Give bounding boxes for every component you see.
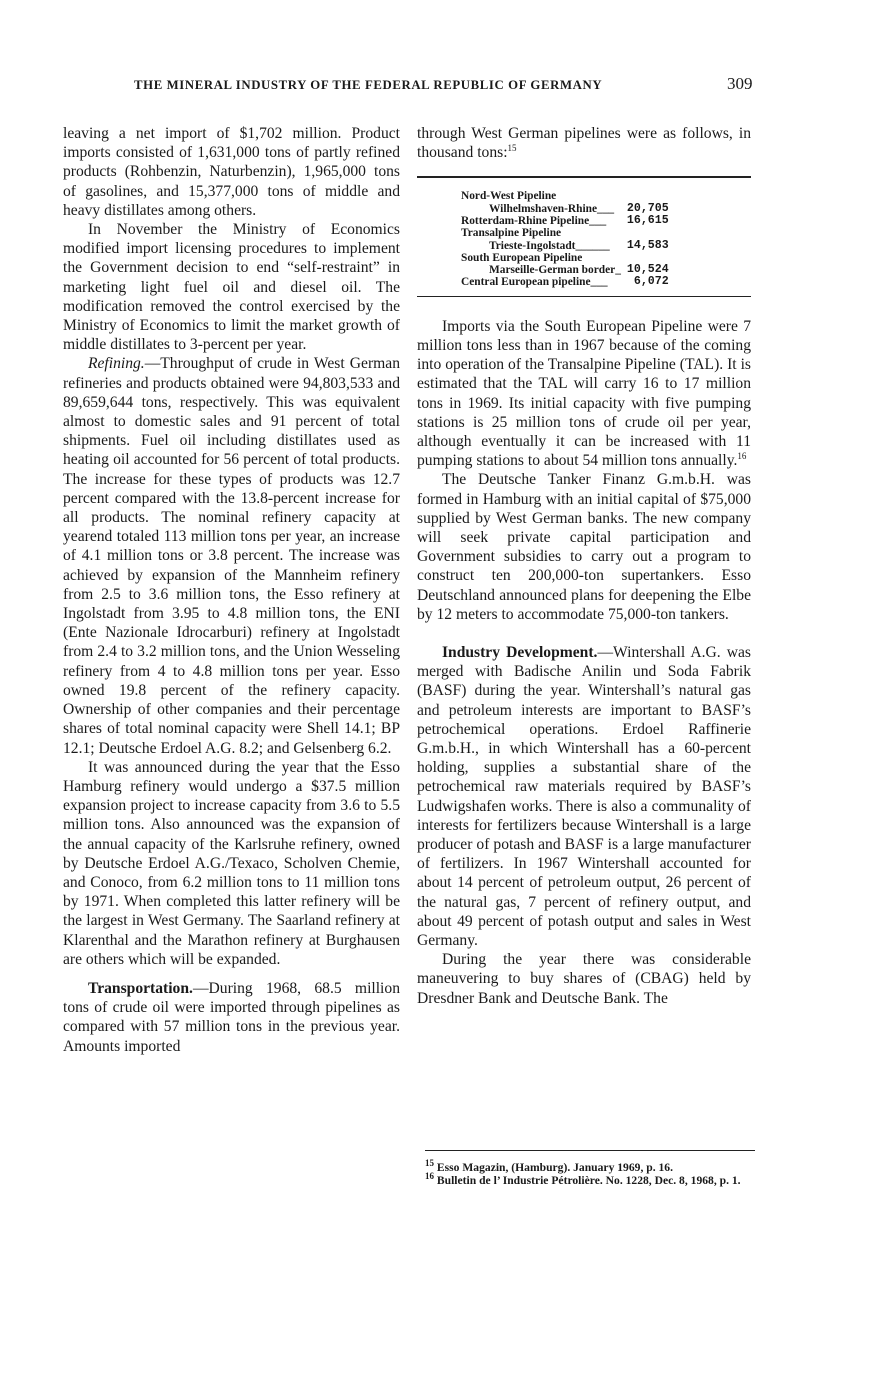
footnote-mark: 15: [425, 1158, 434, 1169]
running-title: THE MINERAL INDUSTRY OF THE FEDERAL REPUBLIC OF GERMANY: [134, 78, 603, 92]
table-row: [461, 227, 669, 239]
paragraph: It was announced during the year that the Esso Hamburg refinery would undergo a $37.5 million expansion project to increase capacity from 3.6 to 5.5 million tons. Also announced was the expansion of the annual capacity of the Karlsruhe refinery, owned by Deutsche Erdoel A.G./Texaco, Scholven Chemie, and Conoco, from 6.2 million tons to 11 million tons by 1971. When completed this latter refinery will be the largest in West Germany. The Saarland refinery at Klarenthal and the Marathon refinery at Burghausen are others which will be expanded.: [63, 758, 400, 968]
paragraph: The Deutsche Tanker Finanz G.m.b.H. was formed in Hamburg with an initial capital of $75,000 supplied by West German banks. The new company will seek private capital participation and Government subsidies to carry out a program to construct ten 200,000-ton supertankers. Esso Deutschland announced plans for deepening the Elbe by 12 meters to accommodate 75,000-ton tankers.: [417, 471, 751, 623]
section-heading: Industry Development.: [441, 644, 598, 662]
footnotes: [425, 1150, 755, 1187]
section-heading: Transportation.: [87, 979, 193, 997]
paragraph-text: through West German pipelines were as follows, in thousand tons:: [417, 125, 751, 162]
paragraph-text: —During 1968, 68.5 million tons of crude oil were imported through pipelines as compared with 57 million tons in the previous year. Amounts imported: [63, 979, 400, 1055]
pipeline-value: 14,583: [626, 238, 669, 252]
table-row: [461, 215, 669, 227]
pipeline-route: Trieste-Ingolstadt______: [489, 239, 610, 252]
pipeline-name: Rotterdam-Rhine Pipeline___: [461, 215, 607, 227]
pipeline-name: Nord-West Pipeline: [461, 190, 557, 203]
paragraph: [417, 124, 751, 162]
paragraph-text: Imports via the South European Pipeline were 7 million tons less than in 1967 because of the coming into operation of the Transalpine Pipeline (TAL). It is estimated that the TAL will carry 16 to 17 million tons in 1969. Its initial capacity with five pumping stations is 25 million tons of crude oil per year, although eventually it can be increased with 11 pumping stations to about 54 million tons annually.: [417, 317, 751, 470]
paragraph: During the year there was considerable maneuvering to buy shares of (CBAG) held by Dresdner Bank and Deutsche Bank. The: [417, 951, 751, 1007]
footnote-text: Bulletin de l’ Industrie Pétrolière. No. 1228, Dec. 8, 1968, p. 1.: [436, 1174, 741, 1187]
pipeline-name: Central European pipeline___: [461, 276, 608, 289]
section-lead: Refining.: [87, 355, 145, 373]
page-number: 309: [727, 74, 753, 93]
industry-development-paragraph: [417, 643, 751, 950]
paragraph: In November the Ministry of Economics modified import licensing procedures to implement the Government decision to end “self-restraint” in marketing light fuel oil and diesel oil. The modification removed the control exercised by the Ministry of Economics to limit the market growth of middle distillates to 3-percent per year.: [63, 221, 400, 354]
pipeline-value: 16,615: [626, 214, 669, 227]
refining-paragraph: [63, 354, 400, 757]
pipeline-route: Wilhelmshaven-Rhine___: [489, 202, 615, 215]
table-row: [461, 276, 669, 288]
footnote-ref: 16: [737, 451, 747, 462]
pipeline-name: South European Pipeline: [461, 251, 583, 264]
paragraph: [417, 317, 751, 471]
paragraph-text: —Wintershall A.G. was merged with Badische Anilin und Soda Fabrik (BASF) during the year. Wintershall’s natural gas and petroleum interests are important to BASF’s petrochemical operations. Erdoel Raffinerie G.m.b.H., in which Wintershall has a 60-percent holding, supplies a substantial share of the petrochemical raw materials required by BASF’s Ludwigshafen works. There is also a communality of interests for fertilizers because Wintershall is a large producer of potash and BASF is a large manufacturer of fertilizers. In 1967 Wintershall accounted for about 14 percent of petroleum output, 26 percent of the natural gas, 7 percent of refinery output, and about 49 percent of potash output and sales in West Germany.: [417, 644, 751, 950]
footnote-mark: 16: [425, 1171, 434, 1182]
running-header: [0, 74, 871, 100]
transportation-paragraph: [63, 979, 400, 1056]
right-column: [417, 124, 751, 1008]
pipeline-route: Marseille-German border_: [489, 264, 621, 277]
footnote-16: [425, 1171, 755, 1187]
paragraph: leaving a net import of $1,702 million. Product imports consisted of 1,631,000 tons of partly refined products (Rohbenzin, Naturbenzin), 1,965,000 tons of gasolines, and 15,377,000 tons of middle and heavy distillates among others.: [63, 125, 400, 219]
paragraph-text: —Throughput of crude in West German refineries and products obtained were 94,803,533 and 89,659,644 tons, respectively. This was equivalent almost to domestic sales and 91 percent of total shipments. Fuel oil including distillates used as heating oil accounted for 56 percent of total products. The increase for these types of products was 12.7 percent compared with the 13.8-percent increase for all products. The nominal refinery capacity at yearend totaled 113 million tons per year, an increase of 4.1 million tons or 3.8 percent. The increase was achieved by expansion of the Mannheim refinery from 2.5 to 3.6 million tons, the Esso refinery at Ingolstadt from 3.95 to 4.8 million tons, the ENI (Ente Nazionale Idrocarburi) refinery at Ingolstadt from 2.4 to 3.2 million tons, and the Union Wesseling refinery from 4 to 4.8 million tons per year. Esso owned 19.8 percent of the refinery capacity. Ownership of other companies and their percentage shares of total nominal capacity were Shell 14.1; BP 12.1; Deutsche Erdoel A.G. 8.2; and Gelsenberg 6.2.: [63, 355, 400, 757]
table-row: [461, 190, 669, 202]
footnote-15: [425, 1158, 755, 1174]
footnote-ref: 15: [507, 143, 517, 154]
pipeline-name: Transalpine Pipeline: [461, 227, 562, 240]
left-column: [63, 124, 400, 1056]
table-bottom-rule: [417, 296, 751, 297]
footnote-text: Esso Magazin, (Hamburg). January 1969, p. 16.: [436, 1161, 673, 1174]
table-row: [461, 240, 669, 252]
pipeline-value: 6,072: [633, 275, 669, 289]
pipeline-value: 20,705: [626, 201, 669, 215]
pipeline-value: 10,524: [626, 263, 669, 277]
table-top-rule: [417, 176, 751, 178]
pipeline-table: [461, 190, 669, 288]
